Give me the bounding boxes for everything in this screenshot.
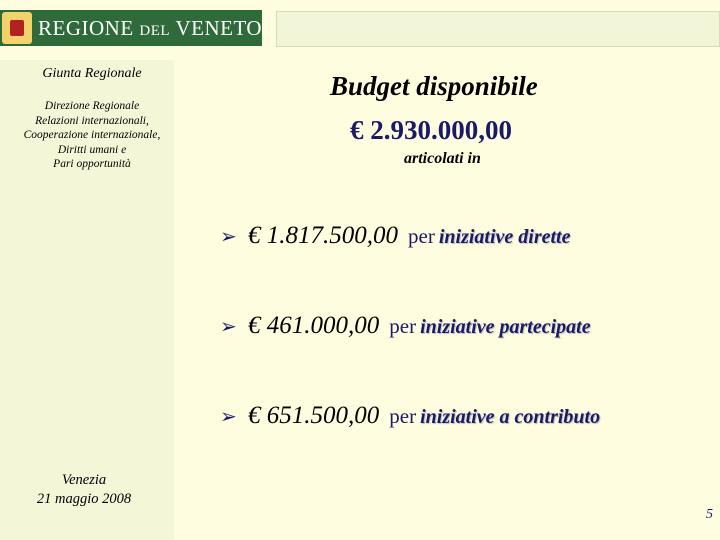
bullet-per: per (389, 404, 417, 428)
total-budget: € 2.930.000,00 (350, 115, 512, 145)
place: Venezia (61, 472, 107, 488)
bullet-description: iniziative a contributo (420, 406, 601, 428)
bullet-item (220, 402, 600, 430)
giunta-label: Giunta Regionale (42, 66, 142, 81)
bullet-description: iniziative dirette (438, 226, 571, 248)
arrow-bullet-icon: ➢ (220, 404, 237, 428)
direzione-line: Diritti umani e (57, 143, 127, 156)
subtitle: articolati in (404, 150, 481, 167)
place-date (0, 471, 168, 509)
logo-veneto: VENETO (175, 16, 263, 40)
arrow-bullet-icon: ➢ (220, 224, 237, 248)
slide-title: Budget disponibile (330, 71, 538, 101)
logo-del: DEL (139, 23, 171, 39)
direzione-line: Pari opportunità (53, 158, 131, 170)
bullet-item (220, 312, 591, 340)
arrow-bullet-icon: ➢ (220, 314, 237, 338)
bullet-item (220, 222, 570, 250)
date: 21 maggio 2008 (36, 491, 132, 507)
page-number: 5 (706, 507, 713, 522)
logo-banner (0, 10, 262, 46)
bullet-description: iniziative partecipate (420, 316, 591, 338)
bullet-amount: € 461.000,00 (248, 312, 380, 339)
bullet-amount: € 1.817.500,00 (248, 222, 398, 249)
bullet-per: per (389, 314, 417, 338)
logo-text (38, 14, 263, 42)
direzione-block (0, 99, 184, 172)
logo-regione: REGIONE (38, 16, 134, 40)
direzione-line: Cooperazione internazionale, (23, 129, 161, 141)
bullet-per: per (408, 224, 435, 248)
regione-veneto-emblem-icon (2, 12, 32, 44)
header-box (276, 11, 720, 47)
bullet-amount: € 651.500,00 (248, 402, 380, 429)
direzione-line: Relazioni internazionali, (35, 114, 149, 127)
direzione-line: Direzione Regionale (44, 100, 140, 112)
